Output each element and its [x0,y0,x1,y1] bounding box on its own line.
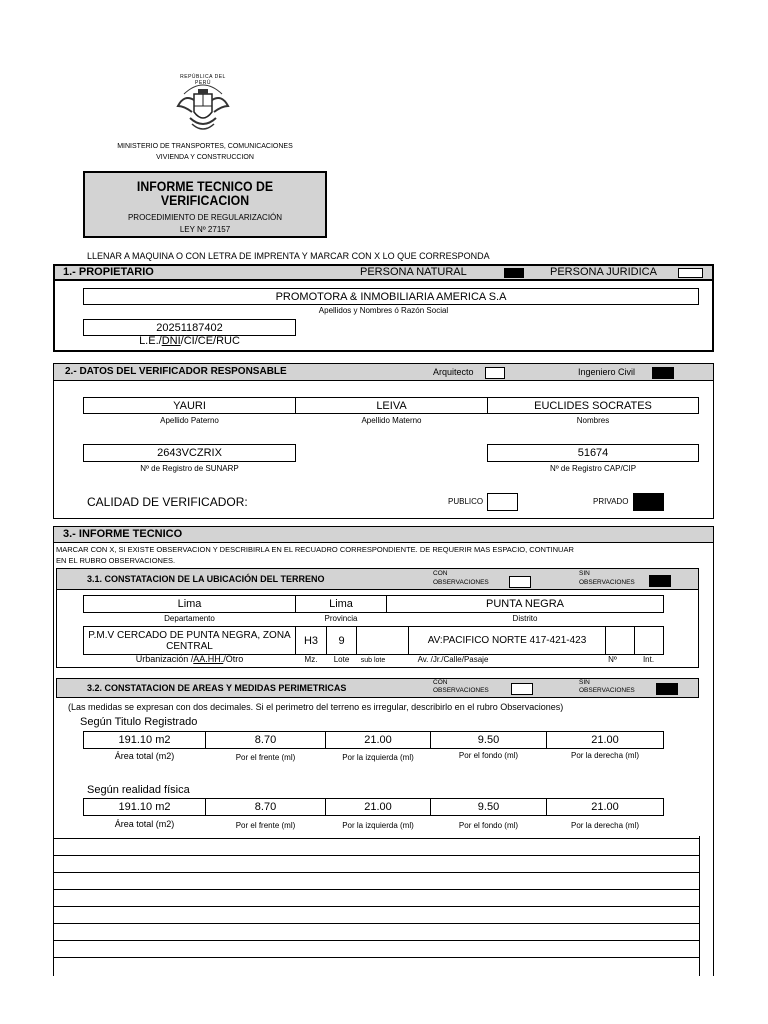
numero-field[interactable] [605,626,635,655]
section-3-note-1: MARCAR CON X, SI EXISTE OBSERVACION Y DESCRIBIRLA EN EL RECUADRO CORRESPONDIENTE. DE REQUERIR MAS ESPACIO, CONTINUAR [56,545,574,554]
realidad-derecha-label: Por la derecha (ml) [570,821,640,830]
sin-obs-label-32: OBSERVACIONES [579,687,635,694]
privado-label: PRIVADO [593,497,629,506]
owner-name-field[interactable]: PROMOTORA & INMOBILIARIA AMERICA S.A [83,288,699,305]
realidad-fondo-label: Por el fondo (ml) [458,821,519,830]
titulo-registrado-label: Según Titulo Registrado [80,716,198,728]
doc-label-post: /CI/CE/RUC [180,335,240,347]
form-subtitle: PROCEDIMIENTO DE REGULARIZACIÓN [127,213,283,222]
sin-observaciones-checkbox-32[interactable] [656,683,678,695]
section-3-title: 3.- INFORME TECNICO [63,528,183,540]
form-law: LEY Nº 27157 [179,225,231,234]
con-obs-label-32: OBSERVACIONES [433,687,489,694]
observation-lines[interactable] [53,836,714,976]
obs-line [53,889,700,890]
interior-label: Int. [642,655,655,664]
arquitecto-label: Arquitecto [433,367,474,377]
section-32-title: 3.2. CONSTATACION DE AREAS Y MEDIDAS PERIMETRICAS [87,683,347,693]
sin-observaciones-checkbox-31[interactable] [649,575,671,587]
titulo-frente-field[interactable]: 8.70 [205,731,326,749]
arquitecto-checkbox[interactable] [485,367,505,379]
title-box [83,171,327,238]
document-type-label [83,335,296,347]
realidad-fondo-field[interactable]: 9.50 [430,798,547,816]
departamento-field[interactable]: Lima [83,595,296,613]
distrito-label: Distrito [512,614,538,623]
con-observaciones-checkbox-31[interactable] [509,576,531,588]
seal-text: REPÚBLICA DEL PERÚ [180,74,226,86]
titulo-izquierda-label: Por la izquierda (ml) [342,753,414,762]
cap-field[interactable]: 51674 [487,444,699,462]
persona-natural-label: PERSONA NATURAL [360,266,467,278]
persona-natural-checkbox[interactable] [504,268,524,278]
urb-label-post: /Otro [223,654,244,664]
section-1-header [53,264,714,281]
departamento-label: Departamento [164,614,215,623]
section-31-header [56,568,699,590]
obs-line [53,940,700,941]
doc-label-dni: DNI [161,335,181,347]
sin-label-32: SIN [579,679,590,686]
con-observaciones-checkbox-32[interactable] [511,683,533,695]
realidad-derecha-field[interactable]: 21.00 [546,798,664,816]
nombres-label: Nombres [576,416,610,425]
persona-juridica-label: PERSONA JURIDICA [550,266,657,278]
sin-obs-label-31: OBSERVACIONES [579,579,635,586]
ingeniero-checkbox[interactable] [652,367,674,379]
titulo-frente-label: Por el frente (ml) [235,753,296,762]
cap-label: Nº de Registro CAP/CIP [549,464,637,473]
obs-line [53,855,700,856]
titulo-derecha-field[interactable]: 21.00 [546,731,664,749]
sunarp-label: Nº de Registro de SUNARP [140,464,239,473]
titulo-fondo-field[interactable]: 9.50 [430,731,547,749]
titulo-derecha-label: Por la derecha (ml) [570,751,640,760]
section-3-note-2: EN EL RUBRO OBSERVACIONES. [56,556,176,565]
numero-label: Nº [608,655,617,664]
distrito-field[interactable]: PUNTA NEGRA [386,595,664,613]
interior-field[interactable] [634,626,664,655]
realidad-frente-label: Por el frente (ml) [235,821,296,830]
titulo-izquierda-field[interactable]: 21.00 [325,731,431,749]
obs-line [53,838,700,839]
avenida-label: Av. /Jr./Calle/Pasaje [417,655,489,664]
provincia-label: Provincia [324,614,358,623]
realidad-area-label: Área total (m2) [114,819,175,829]
owner-name-label: Apellidos y Nombres ó Razón Social [318,306,449,315]
privado-checkbox[interactable] [633,493,664,511]
obs-line [53,872,700,873]
sunarp-field[interactable]: 2643VCZRIX [83,444,296,462]
section-1-title: 1.- PROPIETARIO [63,266,154,278]
urb-label-aahh: AA.HH. [193,654,224,664]
doc-label-pre: L.E./ [139,335,162,347]
apellido-paterno-label: Apellido Paterno [160,416,219,425]
section-3-header [53,526,714,543]
realidad-area-field[interactable]: 191.10 m2 [83,798,206,816]
coat-of-arms-logo [170,72,236,138]
realidad-fisica-label: Según realidad física [87,784,190,796]
apellido-paterno-field[interactable]: YAURI [83,397,296,414]
titulo-area-label: Área total (m2) [114,751,175,761]
urbanizacion-field[interactable]: P.M.V CERCADO DE PUNTA NEGRA, ZONA CENTRAL [83,626,296,655]
lote-field[interactable]: 9 [326,626,357,655]
sin-label-31: SIN [579,570,590,577]
urbanizacion-label [83,654,296,664]
mz-field[interactable]: H3 [295,626,327,655]
realidad-izquierda-label: Por la izquierda (ml) [342,821,414,830]
avenida-field[interactable]: AV:PACIFICO NORTE 417-421-423 [408,626,606,655]
section-32-note: (Las medidas se expresan con dos decimales. Si el perimetro del terreno es irregular, describirlo en el rubro Observaciones) [68,702,564,712]
titulo-area-field[interactable]: 191.10 m2 [83,731,206,749]
urb-label-pre: Urbanización / [135,654,194,664]
obs-line [53,923,700,924]
section-2-header [53,363,714,381]
nombres-field[interactable]: EUCLIDES SOCRATES [487,397,699,414]
realidad-frente-field[interactable]: 8.70 [205,798,326,816]
section-31-title: 3.1. CONSTATACION DE LA UBICACIÓN DEL TERRENO [87,574,325,584]
persona-juridica-checkbox[interactable] [678,268,703,278]
apellido-materno-field[interactable]: LEIVA [295,397,488,414]
sublote-label: sub lote [360,657,386,664]
calidad-verificador-label: CALIDAD DE VERIFICADOR: [87,495,248,509]
ministry-line-1: MINISTERIO DE TRANSPORTES, COMUNICACIONES [117,143,293,150]
mz-label: Mz. [304,655,318,664]
publico-label: PUBLICO [448,497,484,506]
lote-label: Lote [333,655,350,664]
publico-checkbox[interactable] [487,493,518,511]
form-title-line1: INFORME TECNICO DE [136,178,274,194]
provincia-field[interactable]: Lima [295,595,387,613]
ingeniero-label: Ingeniero Civil [578,367,636,377]
apellido-materno-label: Apellido Materno [361,416,422,425]
obs-right-border [699,836,700,976]
obs-line [53,906,700,907]
section-2-title: 2.- DATOS DEL VERIFICADOR RESPONSABLE [65,366,287,377]
instructions: LLENAR A MAQUINA O CON LETRA DE IMPRENTA Y MARCAR CON X LO QUE CORRESPONDA [87,251,490,261]
realidad-izquierda-field[interactable]: 21.00 [325,798,431,816]
con-label-32: CON [433,679,448,686]
section-32-header [56,678,699,698]
con-obs-label-31: OBSERVACIONES [433,579,489,586]
obs-line [53,957,700,958]
ministry-line-2: VIVIENDA Y CONSTRUCCION [156,154,254,161]
sublote-field[interactable] [356,626,409,655]
document-number-field[interactable]: 20251187402 [83,319,296,336]
titulo-fondo-label: Por el fondo (ml) [458,751,519,760]
con-label-31: CON [433,570,448,577]
form-title-line2: VERIFICACION [160,192,250,208]
